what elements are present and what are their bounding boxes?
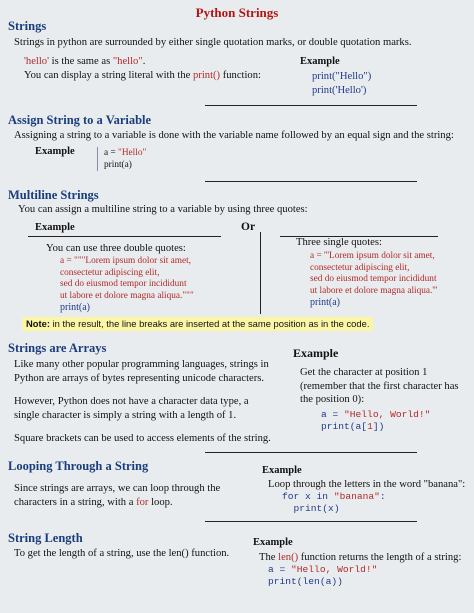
text-line: However, Python does not have a character data type, a: [14, 396, 249, 407]
page-title: Python Strings: [195, 5, 279, 20]
code-token: :: [379, 491, 386, 502]
multiline-example-label: Example: [35, 222, 75, 233]
text-span: The: [259, 552, 279, 563]
looping-example-text: Loop through the letters in the word "banana":: [268, 479, 466, 490]
arrays-para-2: [14, 395, 249, 422]
right-caption: Three single quotes:: [296, 237, 382, 248]
section-divider: [205, 105, 417, 106]
looping-para: [14, 482, 220, 509]
assign-intro: Assigning a string to a variable is done with the variable name followed by an equal sign and the string:: [14, 130, 454, 141]
multiline-heading: Multiline Strings: [8, 188, 99, 202]
double-quoted-hello: "hello": [112, 56, 143, 67]
code-bar: [97, 147, 98, 171]
print-function-ref: print(): [193, 70, 221, 81]
same-as-text: is the same as: [49, 56, 113, 67]
text-span: characters in a string, with a: [14, 496, 137, 508]
display-text-end: function:: [220, 70, 261, 81]
code-number: 1: [367, 421, 373, 432]
len-function-ref: len(): [278, 552, 299, 563]
length-example-text: [259, 551, 461, 565]
strings-code-1: print("Hello"): [312, 71, 372, 82]
code-token: a =: [321, 409, 345, 420]
right-code-block: [310, 251, 437, 309]
assign-heading: Assign String to a Variable: [8, 113, 152, 127]
arrays-para-3: Square brackets can be used to access elements of the string.: [14, 433, 271, 444]
arrays-example-text: [300, 366, 459, 407]
note-box: [22, 317, 373, 331]
display-text: You can display a string literal with the: [24, 70, 193, 81]
code-string: "banana": [333, 491, 380, 502]
arrays-code-1: [321, 409, 430, 421]
strings-intro: Strings in python are surrounded by either single quotation marks, or double quotation marks.: [14, 37, 412, 48]
left-code-line: a = """Lorem ipsum dolor sit amet,: [60, 256, 192, 266]
example-underline-left: [28, 236, 221, 237]
text-line: single character is simply a string with a length of 1.: [14, 409, 237, 421]
right-code-line: a = '''Lorem ipsum dolor sit amet,: [310, 251, 435, 261]
length-para: To get the length of a string, use the len() function.: [14, 548, 230, 559]
assign-code-var: a =: [104, 148, 119, 158]
right-code-line: print(a): [310, 297, 340, 309]
arrays-para-1: [14, 358, 269, 385]
strings-code-2: print('Hello'): [312, 85, 367, 96]
note-text: in the result, the line breaks are inserted at the same position as in the code.: [49, 318, 370, 329]
strings-display-line: [24, 69, 261, 83]
left-code-line: consectetur adipiscing elit,: [60, 267, 160, 278]
same-as-period: .: [142, 56, 146, 67]
assign-code-2: print(a): [104, 160, 132, 170]
code-token: a =: [268, 564, 292, 575]
strings-heading: Strings: [8, 19, 47, 33]
length-code-2: print(len(a)): [268, 576, 343, 587]
single-quoted-hello: 'hello': [24, 56, 49, 67]
length-heading: String Length: [8, 531, 83, 545]
left-code-line: print(a): [60, 302, 90, 314]
section-divider: [205, 181, 417, 182]
length-example-label: Example: [253, 537, 293, 548]
code-token: print(a[: [321, 421, 368, 432]
multiline-intro: You can assign a multiline string to a variable by using three quotes:: [18, 204, 308, 215]
text-line: [14, 496, 220, 510]
looping-example-label: Example: [262, 465, 302, 476]
text-span: loop.: [148, 496, 173, 508]
strings-same-line: [24, 55, 145, 69]
text-line: Get the character at position 1: [300, 367, 428, 378]
left-code-block: [60, 256, 194, 314]
assign-example-label: Example: [35, 146, 75, 157]
column-divider: [260, 232, 261, 314]
section-divider: [205, 452, 417, 453]
looping-code-2: print(x): [282, 503, 340, 514]
text-span: function returns the length of a string:: [298, 552, 462, 563]
left-caption: You can use three double quotes:: [46, 243, 186, 254]
text-line: Like many other popular programming languages, strings in: [14, 359, 269, 370]
right-code-line: consectetur adipiscing elit,: [310, 262, 410, 273]
text-line: the position 0):: [300, 394, 365, 406]
right-code-line: sed do eiusmod tempor incididunt: [310, 274, 437, 285]
arrays-heading: Strings are Arrays: [8, 341, 107, 355]
code-string: "Hello, World!": [291, 564, 378, 575]
assign-code-1: [104, 148, 146, 160]
assign-code-string: "Hello": [118, 148, 147, 158]
section-divider: [205, 521, 417, 522]
code-string: "Hello, World!": [344, 409, 431, 420]
text-line: (remember that the first character has: [300, 380, 459, 392]
arrays-example-label: Example: [293, 346, 339, 360]
strings-example-label: Example: [300, 56, 340, 67]
text-line: Since strings are arrays, we can loop through the: [14, 483, 221, 494]
left-code-line: ut labore et dolore magna aliqua.""": [60, 290, 194, 301]
for-keyword: for: [136, 496, 149, 508]
code-token: ]): [372, 421, 385, 432]
arrays-code-2: [321, 421, 384, 433]
or-label: Or: [241, 221, 256, 233]
looping-code-1: [282, 491, 386, 503]
length-code-1: [268, 564, 377, 576]
looping-heading: Looping Through a String: [8, 459, 149, 473]
text-line: Python are arrays of bytes representing unicode characters.: [14, 372, 265, 384]
left-code-line: sed do eiusmod tempor incididunt: [60, 279, 187, 290]
note-label: Note:: [26, 318, 50, 329]
code-token: for x in: [282, 491, 334, 502]
right-code-line: ut labore et dolore magna aliqua.''': [310, 285, 438, 296]
